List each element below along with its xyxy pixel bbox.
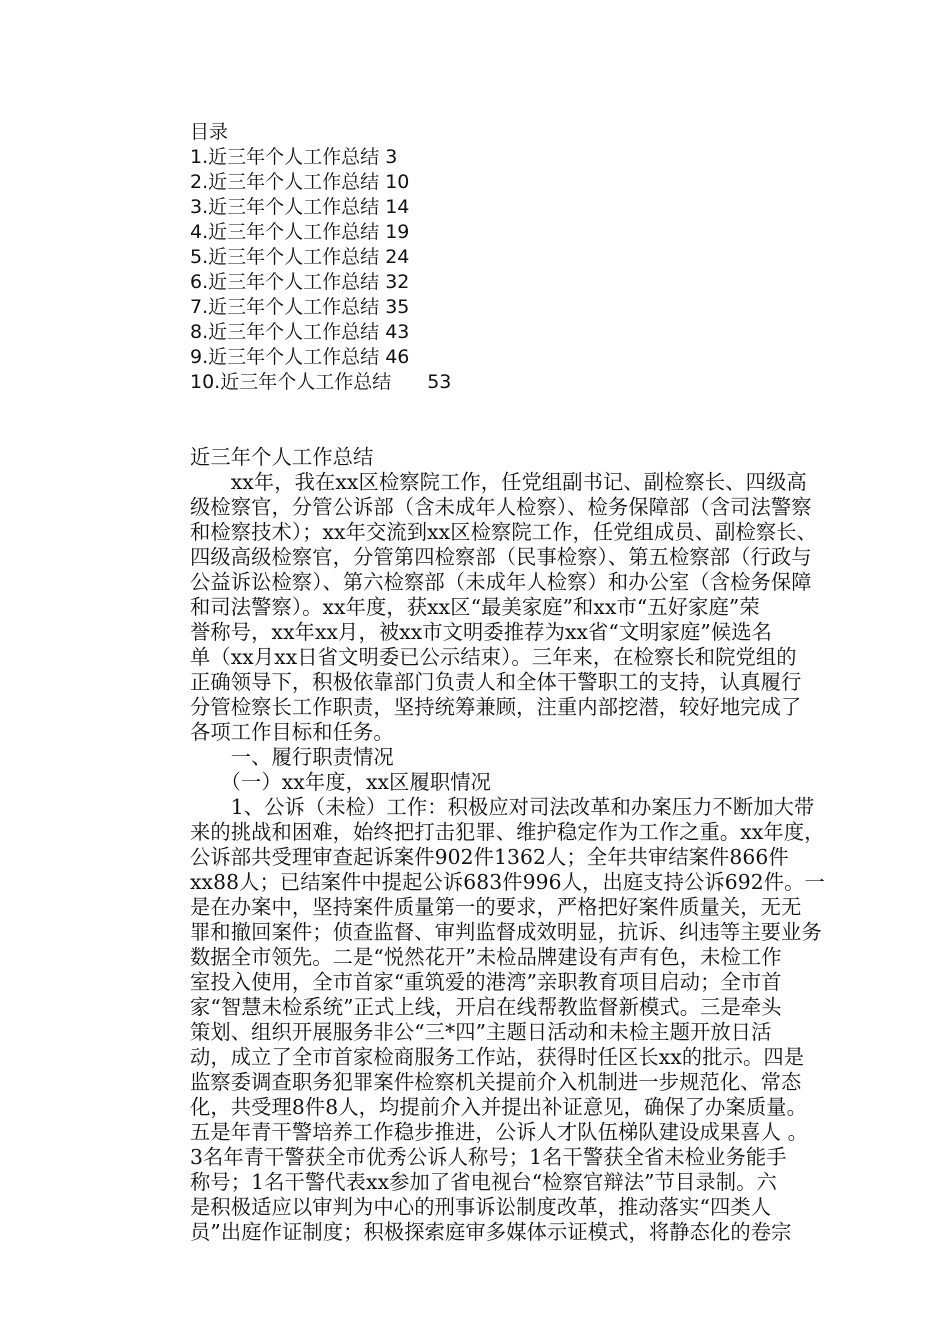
paragraph-line: 和司法警察）。xx年度，获xx区“最美家庭”和xx市“五好家庭”荣 [190, 595, 760, 619]
paragraph-line: xx88人；已结案件中提起公诉683件996人，出庭支持公诉692件。一 [190, 870, 825, 894]
paragraph-line: 和检察技术）；xx年交流到xx区检察院工作，任党组成员、副检察长、 [190, 520, 818, 544]
toc-entry-label: 8.近三年个人工作总结 [190, 321, 380, 343]
paragraph-line: 来的挑战和困难，始终把打击犯罪、维护稳定作为工作之重。xx年度， [190, 820, 825, 844]
paragraph-line: 1、公诉（未检）工作：积极应对司法改革和办案压力不断加大带 [190, 795, 815, 819]
paragraph-line: 各项工作目标和任务。 [190, 720, 394, 744]
paragraph-line: 级检察官，分管公诉部（含未成年人检察）、检务保障部（含司法警察 [190, 495, 812, 519]
paragraph-line: 罪和撤回案件；侦查监督、审判监督成效明显，抗诉、纠违等主要业务 [190, 920, 822, 944]
paragraph-line: 化，共受理8件8人，均提前介入并提出补证意见，确保了办案质量。 [190, 1095, 808, 1119]
paragraph-line: 家“智慧未检系统”正式上线，开启在线帮教监督新模式。三是牵头 [190, 995, 782, 1019]
toc-entry-page-number: 53 [427, 371, 452, 393]
toc-entry-label: 3.近三年个人工作总结 [190, 196, 380, 218]
toc-entry-page-number: 14 [385, 196, 410, 218]
paragraph-line: 数据全市领先。二是“悦然花开”未检品牌建设有声有色，未检工作 [190, 945, 782, 969]
paragraph-line: 称号；1名干警代表xx参加了省电视台“检察官辩法”节目录制。六 [190, 1170, 777, 1194]
paragraph-line: 策划、组织开展服务非公“三*四”主题日活动和未检主题开放日活 [190, 1020, 772, 1044]
toc-entry-page-number: 32 [385, 271, 410, 293]
paragraph-line: 是在办案中，坚持案件质量第一的要求，严格把好案件质量关，无无 [190, 895, 802, 919]
paragraph-line: 五是年青干警培养工作稳步推进，公诉人才队伍梯队建设成果喜人 。 [190, 1120, 808, 1144]
toc-entry-page-number: 35 [385, 296, 410, 318]
toc-entry-label: 10.近三年个人工作总结 [190, 371, 392, 393]
toc-entry[interactable] [190, 170, 770, 195]
toc-title: 目录 [190, 121, 229, 143]
toc-entry-label: 2.近三年个人工作总结 [190, 171, 380, 193]
page-content [190, 120, 825, 1245]
document-body [190, 445, 825, 1245]
toc-entry-label: 4.近三年个人工作总结 [190, 221, 380, 243]
paragraph-line: 一、履行职责情况 [190, 745, 394, 769]
toc-list [190, 145, 770, 395]
paragraph-line: 员”出庭作证制度；积极探索庭审多媒体示证模式，将静态化的卷宗 [190, 1220, 792, 1244]
toc-entry-page-number: 19 [385, 221, 410, 243]
toc-entry-page-number: 10 [385, 171, 410, 193]
paragraph-line: 誉称号，xx年xx月，被xx市文明委推荐为xx省“文明家庭”候选名 [190, 620, 773, 644]
paragraph-line: 3名年青干警获全市优秀公诉人称号；1名干警获全省未检业务能手 [190, 1145, 787, 1169]
toc-entry-label: 6.近三年个人工作总结 [190, 271, 380, 293]
section-gap [190, 395, 770, 445]
paragraph-line: 正确领导下，积极依靠部门负责人和全体干警职工的支持，认真履行 [190, 670, 802, 694]
paragraph-line: 公益诉讼检察）、第六检察部（未成年人检察）和办公室（含检务保障 [190, 570, 812, 594]
toc-entry[interactable] [190, 195, 770, 220]
toc-entry[interactable] [190, 370, 770, 395]
toc-entry[interactable] [190, 145, 770, 170]
paragraph-line: 是积极适应以审判为中心的刑事诉讼制度改革，推动落实“四类人 [190, 1195, 772, 1219]
paragraph-line: 室投入使用，全市首家“重筑爱的港湾”亲职教育项目启动；全市首 [190, 970, 782, 994]
document-paragraphs [190, 470, 825, 1245]
paragraph-line: （一）xx年度，xx区履职情况 [190, 770, 491, 794]
toc-entry-label: 5.近三年个人工作总结 [190, 246, 380, 268]
toc-entry[interactable] [190, 320, 770, 345]
toc-entry[interactable] [190, 245, 770, 270]
paragraph-line: xx年，我在xx区检察院工作，任党组副书记、副检察长、四级高 [190, 470, 807, 494]
table-of-contents [190, 120, 770, 395]
toc-entry[interactable] [190, 295, 770, 320]
toc-entry[interactable] [190, 345, 770, 370]
toc-entry-page-number: 3 [385, 146, 398, 168]
toc-entry-label: 7.近三年个人工作总结 [190, 296, 380, 318]
toc-entry-label: 9.近三年个人工作总结 [190, 346, 380, 368]
toc-entry-page-number: 43 [385, 321, 410, 343]
toc-entry-label: 1.近三年个人工作总结 [190, 146, 380, 168]
toc-entry[interactable] [190, 270, 770, 295]
paragraph-line: 单（xx月xx日省文明委已公示结束）。三年来，在检察长和院党组的 [190, 645, 797, 669]
paragraph-line: 公诉部共受理审查起诉案件902件1362人；全年共审结案件866件 [190, 845, 789, 869]
toc-entry[interactable] [190, 220, 770, 245]
paragraph-line: 四级高级检察官，分管第四检察部（民事检察）、第五检察部（行政与 [190, 545, 812, 569]
toc-entry-page-number: 46 [385, 346, 410, 368]
paragraph-line: 监察委调查职务犯罪案件检察机关提前介入机制进一步规范化、常态 [190, 1070, 802, 1094]
paragraph-line: 动，成立了全市首家检商服务工作站，获得时任区长xx的批示。四是 [190, 1045, 805, 1069]
paragraph-line: 分管检察长工作职责，坚持统筹兼顾，注重内部挖潜，较好地完成了 [190, 695, 802, 719]
toc-entry-page-number: 24 [385, 246, 410, 268]
document-title: 近三年个人工作总结 [190, 445, 374, 469]
